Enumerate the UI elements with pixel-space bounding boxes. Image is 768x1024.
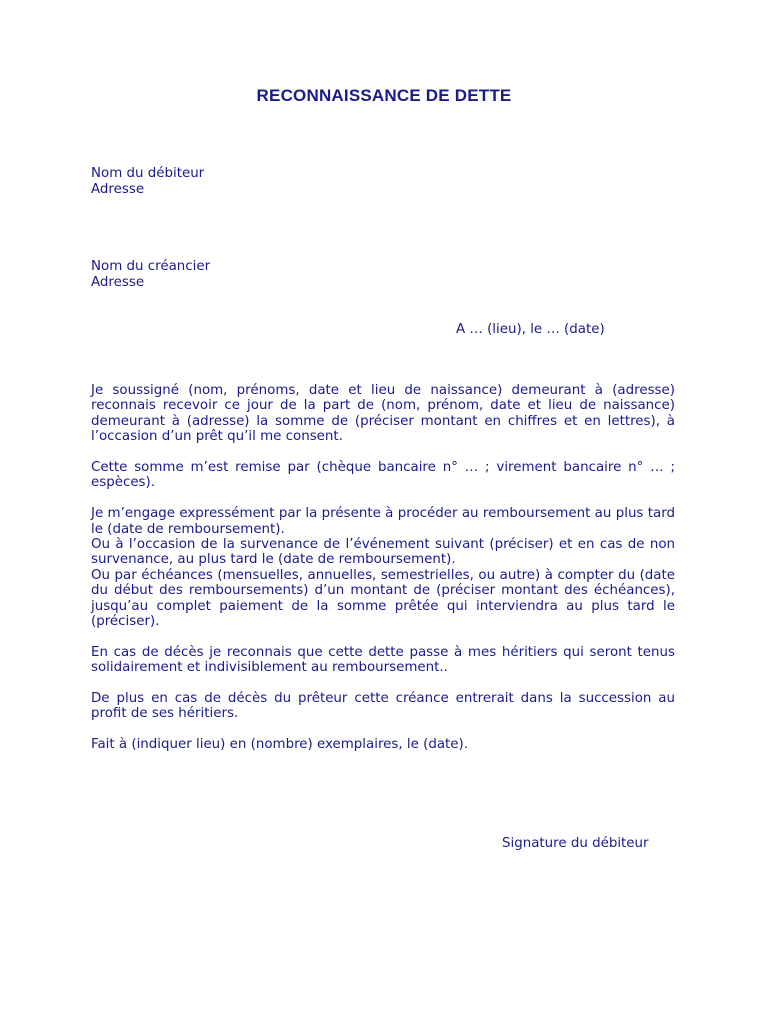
paragraph-done-at: Fait à (indiquer lieu) en (nombre) exemplaires, le (date). bbox=[91, 737, 469, 753]
place-and-date: A … (lieu), le … (date) bbox=[456, 322, 605, 337]
creditor-address: Adresse bbox=[91, 275, 145, 290]
creditor-name: Nom du créancier bbox=[91, 259, 211, 274]
paragraph-engagement bbox=[91, 506, 675, 629]
paragraph-acknowledgement: Je soussigné (nom, prénoms, date et lieu de naissance) demeurant à (adresse) reconnais recevoir ce jour de la part de (nom, prénom, date et lieu de naissance) demeurant à (adresse) la somme de (préciser montant en chiffres et en lettres), à l’occasion d’un prêt qu’il me consent. bbox=[91, 383, 675, 445]
document-body bbox=[91, 383, 675, 768]
engagement-line: Je m’engage expressément par la présente à procéder au remboursement au plus tard le (date de remboursement). bbox=[91, 506, 675, 537]
creditor-block bbox=[91, 259, 210, 291]
paragraph-death-lender: De plus en cas de décès du prêteur cette créance entrerait dans la succession au profit de ses héritiers. bbox=[91, 691, 675, 722]
debtor-name: Nom du débiteur bbox=[91, 166, 205, 181]
paragraph-death-debtor: En cas de décès je reconnais que cette dette passe à mes héritiers qui seront tenus solidairement et indivisiblement au remboursement.. bbox=[91, 644, 675, 676]
engagement-line: Ou à l’occasion de la survenance de l’événement suivant (préciser) et en cas de non survenance, au plus tard le (date de remboursement). bbox=[91, 537, 675, 568]
document-title: RECONNAISSANCE DE DETTE bbox=[256, 86, 512, 105]
debtor-block bbox=[91, 166, 204, 198]
engagement-line: Ou par échéances (mensuelles, annuelles, semestrielles, ou autre) à compter du (date du début des remboursements) d’un montant de (préciser montant des échéances), jusqu’au complet paiement de la somme prêtée qui interviendra au plus tard le (préciser). bbox=[91, 567, 675, 630]
paragraph-payment-method: Cette somme m’est remise par (chèque bancaire n° … ; virement bancaire n° … ; espèces). bbox=[91, 460, 675, 491]
signature-label: Signature du débiteur bbox=[502, 836, 649, 851]
debtor-address: Adresse bbox=[91, 182, 145, 197]
